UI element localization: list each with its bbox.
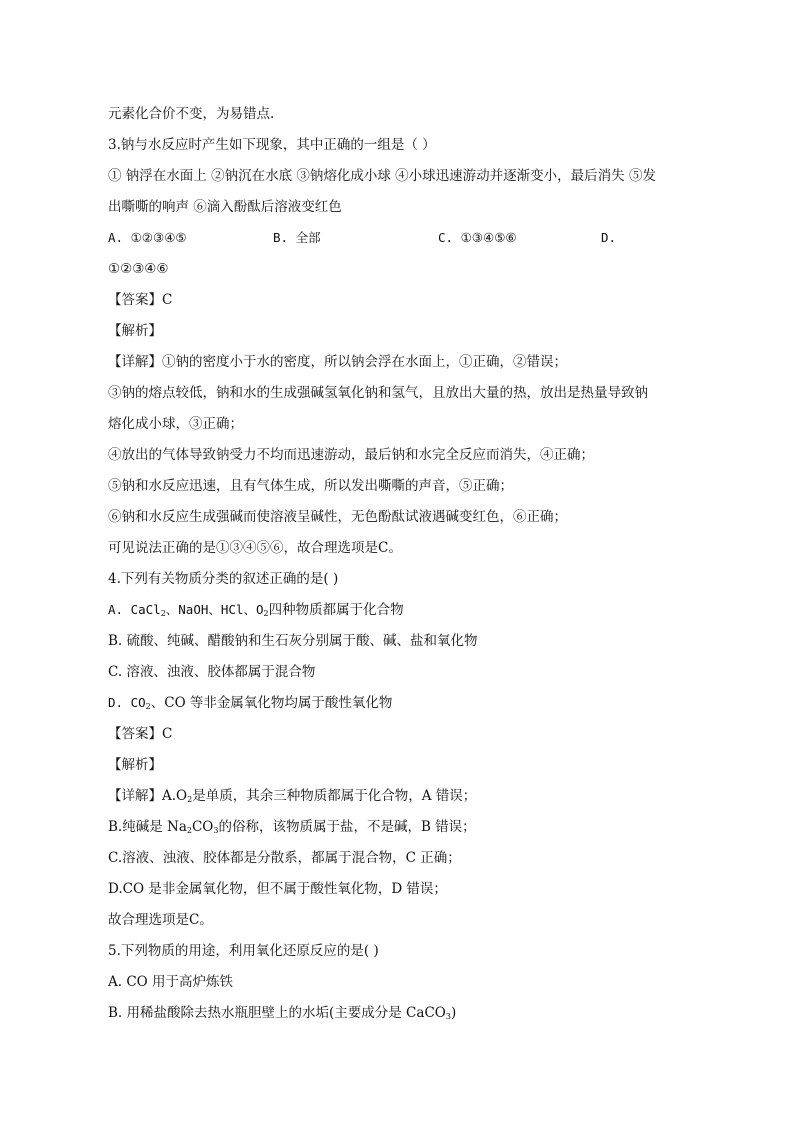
detail-line: 可见说法正确的是①③④⑤⑥，故合理选项是C。 xyxy=(108,540,402,556)
analysis-label: 【解析】 xyxy=(108,757,162,773)
option-b: B. 全部 xyxy=(273,230,321,245)
option-c: C. 溶液、浊液、胶体都属于混合物 xyxy=(108,664,316,680)
option-a: A. ①②③④⑤ xyxy=(108,230,187,245)
option-b: B. 硫酸、纯碱、醋酸钠和生石灰分别属于酸、碱、盐和氧化物 xyxy=(108,633,478,649)
answer-label: 【答案】C xyxy=(108,292,173,308)
detail-line: D.CO 是非金属氧化物，但不属于酸性氧化物，D 错误； xyxy=(108,881,447,897)
question-4: 4.下列有关物质分类的叙述正确的是( ) xyxy=(108,571,339,587)
question-3-statement: 出嘶嘶的响声 ⑥滴入酚酞后溶液变红色 xyxy=(108,199,342,215)
detail-line: ⑤钠和水反应迅速，且有气体生成，所以发出嘶嘶的声音，⑤正确； xyxy=(108,478,513,494)
option-a: A. CO 用于高炉炼铁 xyxy=(108,974,234,990)
question-5: 5.下列物质的用途，利用氧化还原反应的是( ) xyxy=(108,943,379,959)
detail-line: 故合理选项是C。 xyxy=(108,912,213,928)
detail-line: 【详解】$A.O_2$是单质，其余三种物质都属于化合物，A 错误； xyxy=(108,788,477,804)
option-d: D. $CO_2$、CO 等非金属氧化物均属于酸性氧化物 xyxy=(108,695,393,711)
analysis-label: 【解析】 xyxy=(108,323,162,339)
detail-line: ③钠的熔点较低，钠和水的生成强碱氢氧化钠和氢气，且放出大量的热，放出是热量导致钠 xyxy=(108,385,648,401)
detail-line: ⑥钠和水反应生成强碱而使溶液呈碱性，无色酚酞试液遇碱变红色，⑥正确； xyxy=(108,509,567,525)
detail-line: ④放出的气体导致钠受力不均而迅速游动，最后钠和水完全反应而消失，④正确； xyxy=(108,447,594,463)
question-3-statement: ① 钠浮在水面上 ②钠沉在水底 ③钠熔化成小球 ④小球迅速游动并逐渐变小，最后消失 ⑤发 xyxy=(108,168,656,184)
detail-line: B.纯碱是 $Na_2CO_3$的俗称，该物质属于盐，不是碱，B 错误； xyxy=(108,819,476,835)
option-b: B. 用稀盐酸除去热水瓶胆壁上的水垢(主要成分是 CaCO$_3$) xyxy=(108,1005,457,1021)
detail-line: 熔化成小球，③正确； xyxy=(108,416,243,432)
option-d-content: ①②③④⑥ xyxy=(108,261,169,277)
option-a: A. CaCl$_2$、NaOH、HCl、$O_2$四种物质都属于化合物 xyxy=(108,602,404,618)
option-d: D. xyxy=(601,230,617,245)
question-3: 3.钠与水反应时产生如下现象，其中正确的一组是（ ） xyxy=(108,137,436,153)
text-line: 元素化合价不变，为易错点. xyxy=(108,106,275,122)
option-c: C. ①③④⑤⑥ xyxy=(438,230,517,245)
answer-label: 【答案】C xyxy=(108,726,173,742)
question-3-options xyxy=(108,229,708,247)
detail-line: 【详解】①钠的密度小于水的密度，所以钠会浮在水面上，①正确，②错误； xyxy=(108,354,567,370)
detail-line: C.溶液、浊液、胶体都是分散系，都属于混合物，C 正确； xyxy=(108,850,461,866)
